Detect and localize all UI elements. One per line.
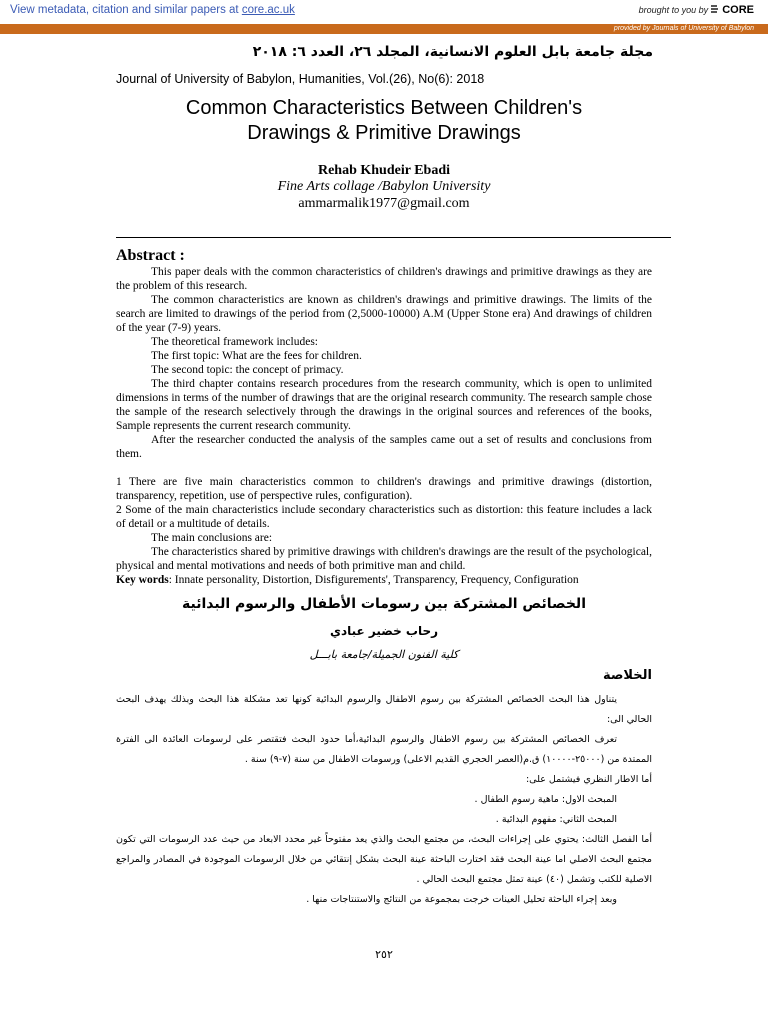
brought-to-you-by bbox=[639, 4, 754, 16]
arabic-journal-header: مجلة جامعة بابل العلوم الانسانية، المجلد ٢٦، العدد ٦: ٢٠١٨ bbox=[252, 44, 653, 60]
arabic-paragraph: المبحث الاول: ماهية رسوم الطفال . bbox=[474, 794, 617, 805]
metadata-text: View metadata, citation and similar papers at bbox=[10, 4, 242, 16]
core-logo[interactable]: CORE bbox=[722, 4, 754, 16]
abstract-paragraph: The third chapter contains research procedures from the research community, which is open to unlimited dimensions in terms of the number of drawings that are the original research community. The research sample chose the sample of the research selectively through the drawings in the original sources and references of the books, Sample represents the current research community. bbox=[116, 378, 652, 432]
abstract-paragraph: The first topic: What are the fees for children. bbox=[151, 350, 362, 362]
arabic-author: رحاب خضير عبادي bbox=[329, 624, 439, 638]
core-ac-uk-link[interactable]: core.ac.uk bbox=[241, 4, 295, 16]
abstract-paragraph: The theoretical framework includes: bbox=[151, 336, 318, 348]
author-email: ammarmalik1977@gmail.com bbox=[298, 196, 470, 211]
core-logo-icon bbox=[711, 4, 720, 14]
abstract-paragraph: 1 There are five main characteristics common to children's drawings and primitive drawings (distortion, transparency, repetition, use of perspective rules, configuration). bbox=[116, 476, 652, 502]
abstract-paragraph: The main conclusions are: bbox=[151, 532, 273, 544]
title-line-1: Common Characteristics Between Children's bbox=[185, 97, 583, 119]
keywords-line bbox=[116, 573, 652, 587]
arabic-paragraph: المبحث الثاني: مفهوم البدائية . bbox=[495, 814, 617, 825]
abstract-paragraph: 2 Some of the main characteristics include secondary characteristics such as distortion: this feature includes a lack of detail or a multitude of details. bbox=[116, 504, 652, 530]
arabic-affiliation: كلية الفنون الجميلة/جامعة بابـــل bbox=[309, 648, 459, 661]
arabic-abstract-heading: الخلاصة bbox=[602, 668, 652, 683]
keywords-list: : Innate personality, Distortion, Disfigurements', Transparency, Frequency, Configuration bbox=[168, 574, 579, 586]
divider bbox=[116, 237, 671, 238]
arabic-paragraph: أما الفصل الثالث: يحتوي على إجراءات البحث، من مجتمع البحث والذي يعد مفتوحاً غير محدد الابعاد من حيث عدد الرسومات التي تكون مجتمع البحث الاصلي اما عينة البحث فقد اختارت الباحثة عينة البحث بشكل إنتقائي من خلال الرسومات الموجودة في المصادر والمراجع الاصلية للكتب وتشمل (٤٠) عينة تمثل مجتمع البحث الحالي . bbox=[116, 834, 652, 885]
abstract-heading: Abstract : bbox=[116, 247, 185, 264]
metadata-link-line bbox=[10, 4, 295, 16]
brought-by-text: brought to you by bbox=[638, 5, 709, 15]
keywords-label: Key words bbox=[116, 574, 169, 586]
arabic-abstract-body bbox=[116, 690, 652, 910]
paper-title bbox=[116, 96, 652, 146]
abstract-paragraph: After the researcher conducted the analysis of the samples came out a set of results and conclusions from them. bbox=[116, 434, 652, 460]
arabic-paragraph: وبعد إجراء الباحثة تحليل العينات خرجت بمجموعة من النتائج والاستنتاجات منها . bbox=[306, 894, 617, 905]
arabic-title: الخصائص المشتركة بين رسومات الأطفال والرسوم البدائية bbox=[182, 596, 586, 612]
abstract-body bbox=[116, 265, 652, 587]
abstract-paragraph: This paper deals with the common characteristics of children's drawings and primitive drawings as they are the problem of this research. bbox=[116, 266, 652, 292]
arabic-paragraph: تعرف الخصائص المشتركة بين رسوم الاطفال والرسوم البدائية،أما حدود البحث فتقتصر على لرسومات العائدة الى الفترة الممتدة من (٢٥٠٠٠-١٠٠٠٠) ق.م(العصر الحجري القديم الاعلى) ورسومات الاطفال من سنة (٧-٩) سنة . bbox=[116, 734, 652, 765]
abstract-paragraph: The characteristics shared by primitive drawings with children's drawings are the result of the psychological, physical and mental motivations and needs of both primitive man and child. bbox=[116, 546, 652, 572]
author-name: Rehab Khudeir Ebadi bbox=[317, 163, 450, 178]
core-banner bbox=[0, 0, 768, 24]
author-affiliation: Fine Arts collage /Babylon University bbox=[277, 179, 491, 194]
spacer bbox=[116, 461, 652, 475]
arabic-paragraph: أما الاطار النظري فيشتمل على: bbox=[525, 774, 652, 785]
provided-by[interactable]: provided by Journals of University of Babylon bbox=[613, 25, 754, 32]
abstract-paragraph: The second topic: the concept of primacy. bbox=[151, 364, 344, 376]
page-number: ٢٥٢ bbox=[375, 948, 393, 961]
abstract-paragraph: The common characteristics are known as children's drawings and primitive drawings. The limits of the search are limited to drawings of the period from (2,5000-10000) A.M (Upper Stone era) And drawings of children of the year (7-9) years. bbox=[116, 294, 652, 334]
arabic-paragraph: يتناول هذا البحث الخصائص المشتركة بين رسوم الاطفال والرسوم البدائية كونها تعد مشكلة هذا البحث وبذلك يهدف البحث الحالي الى: bbox=[116, 694, 652, 725]
english-journal-header: Journal of University of Babylon, Humanities, Vol.(26), No(6): 2018 bbox=[116, 72, 485, 86]
title-line-2: Drawings & Primitive Drawings bbox=[247, 122, 521, 144]
